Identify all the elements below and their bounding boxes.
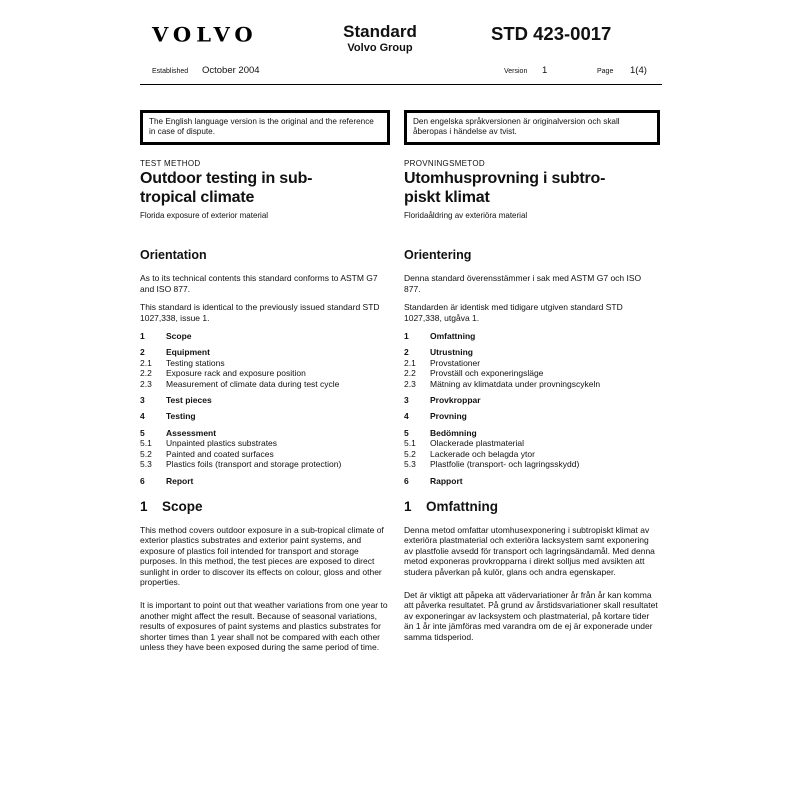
toc-number: 2 (404, 347, 409, 358)
toc-label: Provkroppar (430, 395, 481, 406)
toc-row (404, 395, 660, 405)
toc-label: Equipment (166, 347, 210, 358)
toc-row (404, 411, 660, 421)
doc-title-line1: Utomhusprovning i subtro- (404, 170, 606, 188)
toc-label: Rapport (430, 475, 463, 486)
toc-row (404, 459, 660, 469)
toc-label: Provstationer (430, 357, 481, 368)
kicker-swedish: PROVNINGSMETOD (404, 159, 485, 169)
page-content (140, 18, 662, 652)
doc-title-line2: tropical climate (140, 188, 255, 206)
toc-row (404, 347, 660, 357)
established-label: Established (152, 68, 189, 75)
toc-label: Unpainted plastics substrates (166, 438, 278, 449)
section-1-paragraph-1-swedish: Denna metod omfattar utomhusexponering i subtropiskt klimat av exteriöra plastmaterial och exteriöra lacksystem samt exponering av plastfolie avsedd för transport och lagringsändamål. Med denna metod exponeras provkropparna i direkt solljus med avsikten att studera påverkan på kulör, glans och andra egenskaper. (404, 524, 655, 577)
section-1-heading-english (140, 499, 390, 514)
version-label: Version (504, 68, 528, 75)
orientation-paragraph-1: As to its technical contents this standard conforms to ASTM G7 and ISO 877. (140, 273, 378, 294)
page-label: Page (597, 68, 614, 75)
toc-label: Utrustning (430, 347, 473, 358)
section-1-paragraph-2: It is important to point out that weather variations from one year to another might affect the result. Because of seasonal variations, results of exposures of paint systems and plastics substrates for shorter times than 1 year shall not be compared with each other unless they have been exposed during the same period of time. (140, 600, 388, 652)
toc-number: 2.2 (404, 368, 416, 379)
toc-row (404, 358, 660, 368)
volvo-logo: VOLVO (152, 23, 258, 46)
toc-row (140, 331, 390, 341)
toc-number: 2.3 (404, 378, 416, 389)
toc-label: Testing stations (166, 357, 225, 368)
toc-swedish (404, 331, 660, 486)
header-center-block (300, 22, 460, 55)
toc-number: 2.1 (140, 357, 152, 368)
orientation-heading: Orientation (140, 248, 207, 263)
toc-number: 3 (404, 395, 409, 406)
toc-number: 5 (140, 427, 145, 438)
toc-number: 1 (404, 331, 409, 342)
page-value: 1(4) (630, 65, 647, 76)
toc-label: Scope (166, 331, 192, 342)
toc-number: 5.1 (404, 438, 416, 449)
section-1-heading-swedish (404, 499, 660, 514)
toc-number: 2.1 (404, 357, 416, 368)
orientering-heading: Orientering (404, 248, 472, 263)
toc-label: Exposure rack and exposure position (166, 368, 306, 379)
orientering-paragraph-1: Denna standard överensstämmer i sak med ASTM G7 och ISO 877. (404, 273, 642, 294)
column-english (140, 110, 390, 652)
orientering-paragraph-2: Standarden är identisk med tidigare utgiven standard STD 1027,338, utgåva 1. (404, 302, 623, 323)
toc-label: Olackerade plastmaterial (430, 438, 525, 449)
toc-row (140, 449, 390, 459)
toc-row (404, 331, 660, 341)
section-title: Omfattning (426, 498, 498, 514)
doc-subtitle-swedish: Floridaåldring av exteriöra material (404, 211, 528, 221)
established-value: October 2004 (202, 65, 260, 76)
toc-number: 4 (404, 411, 409, 422)
toc-label: Bedömning (430, 427, 477, 438)
toc-number: 1 (140, 331, 145, 342)
kicker-english: TEST METHOD (140, 159, 201, 169)
doc-title-english (140, 170, 390, 207)
org-name: Volvo Group (347, 42, 413, 54)
doc-title-line1: Outdoor testing in sub- (140, 170, 313, 188)
toc-label: Lackerade och belagda ytor (430, 448, 535, 459)
toc-label: Mätning av klimatdata under provningscykeln (430, 378, 601, 389)
toc-row (140, 379, 390, 389)
toc-number: 4 (140, 411, 145, 422)
toc-label: Measurement of climate data during test cycle (166, 378, 340, 389)
toc-label: Plastfolie (transport- och lagringsskydd) (430, 459, 580, 470)
toc-number: 3 (140, 395, 145, 406)
toc-label: Testing (166, 411, 196, 422)
section-number: 1 (404, 498, 412, 514)
toc-row (140, 438, 390, 448)
version-value: 1 (542, 65, 548, 76)
notice-box-swedish: Den engelska språkversionen är originalversion och skall åberopas i händelse av tvist. (404, 110, 660, 145)
notice-box-english: The English language version is the original and the reference in case of dispute. (140, 110, 390, 145)
toc-number: 5.2 (404, 448, 416, 459)
toc-number: 5.3 (140, 459, 152, 470)
toc-row (140, 459, 390, 469)
doc-title-swedish (404, 170, 660, 207)
document-header (140, 18, 662, 84)
orientation-paragraph-2: This standard is identical to the previously issued standard STD 1027,338, issue 1. (140, 302, 380, 323)
toc-number: 5.2 (140, 448, 152, 459)
toc-label: Plastics foils (transport and storage protection) (166, 459, 342, 470)
toc-row (404, 476, 660, 486)
toc-number: 6 (404, 475, 409, 486)
doc-type-title: Standard (343, 22, 417, 41)
section-title: Scope (162, 498, 203, 514)
toc-row (140, 411, 390, 421)
toc-row (404, 379, 660, 389)
header-rule (140, 84, 662, 85)
doc-title-line2: piskt klimat (404, 188, 490, 206)
toc-label: Report (166, 475, 194, 486)
header-meta-row (140, 64, 662, 78)
section-1-paragraph-1: This method covers outdoor exposure in a sub-tropical climate of exterior plastics substrates and exterior paint systems, and exposure of plastics foil intended for transport and storage purposes. In this method, the test pieces are exposed to direct sunlight in order to discover its effects on colour, gloss and other properties. (140, 524, 384, 587)
toc-number: 5 (404, 427, 409, 438)
doc-subtitle-english: Florida exposure of exterior material (140, 211, 269, 221)
toc-row (404, 368, 660, 378)
toc-row (140, 358, 390, 368)
doc-number: STD 423-0017 (491, 23, 612, 44)
toc-number: 5.1 (140, 438, 152, 449)
toc-label: Assessment (166, 427, 217, 438)
toc-label: Omfattning (430, 331, 476, 342)
toc-english (140, 331, 390, 486)
section-1-paragraph-2-swedish: Det är viktigt att påpeka att vädervariationer år från år kan komma att påverka resultatet. På grund av årstidsvariationer skall resultatet av exponeringar av lacksystem och plastmaterial, på kortare tider än 1 år inte jämföras med varandra om de ej är exponerade under samma tidsperiod. (404, 589, 658, 642)
toc-row (404, 438, 660, 448)
column-swedish (404, 110, 660, 642)
toc-row (140, 347, 390, 357)
toc-number: 2 (140, 347, 145, 358)
section-number: 1 (140, 498, 148, 514)
toc-label: Provning (430, 411, 467, 422)
toc-row (140, 428, 390, 438)
toc-row (140, 476, 390, 486)
toc-label: Test pieces (166, 395, 212, 406)
toc-row (140, 395, 390, 405)
toc-number: 2.3 (140, 378, 152, 389)
toc-label: Painted and coated surfaces (166, 448, 274, 459)
toc-number: 5.3 (404, 459, 416, 470)
toc-number: 6 (140, 475, 145, 486)
toc-row (140, 368, 390, 378)
toc-number: 2.2 (140, 368, 152, 379)
toc-label: Provställ och exponeringsläge (430, 368, 544, 379)
toc-row (404, 428, 660, 438)
toc-row (404, 449, 660, 459)
